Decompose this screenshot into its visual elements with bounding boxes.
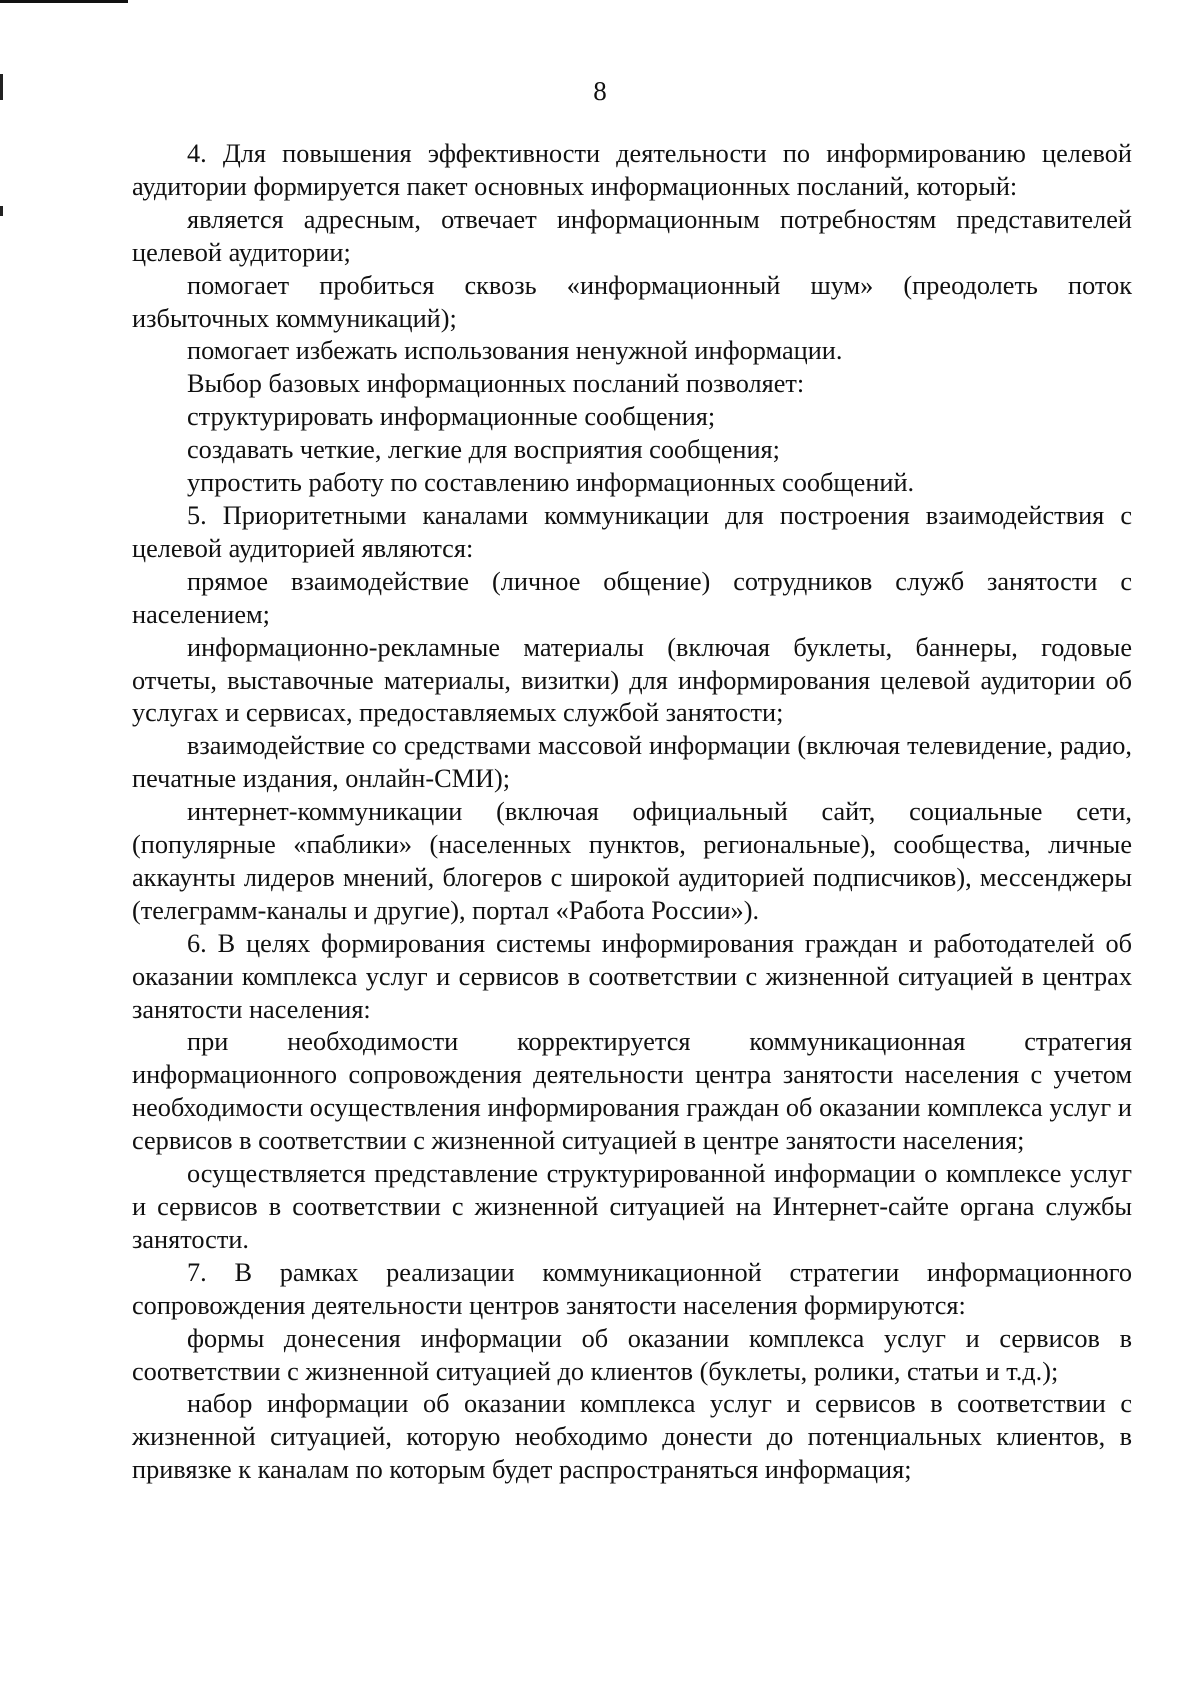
paragraph: 5. Приоритетными каналами коммуникации для построения взаимодействия с целевой аудиторией являются:: [132, 500, 1132, 563]
paragraph: создавать четкие, легкие для восприятия сообщения;: [187, 435, 780, 465]
paragraph: информационно-рекламные материалы (включая буклеты, баннеры, годовые отчеты, выставочные материалы, визитки) для информирования целевой аудитории об услугах и сервисах, предоставляемых службой занятости;: [132, 632, 1132, 728]
scan-edge-mark: [0, 0, 128, 3]
paragraph: является адресным, отвечает информационным потребностям представителей целевой аудитории;: [132, 204, 1132, 267]
document-body: [132, 138, 1132, 1487]
paragraph: прямое взаимодействие (личное общение) сотрудников служб занятости с населением;: [132, 566, 1132, 629]
paragraph: 6. В целях формирования системы информирования граждан и работодателей об оказании комплекса услуг и сервисов в соответствии с жизненной ситуацией в центрах занятости населения:: [132, 928, 1132, 1024]
paragraph: 4. Для повышения эффективности деятельности по информированию целевой аудитории формируется пакет основных информационных посланий, который:: [132, 139, 1132, 201]
paragraph: упростить работу по составлению информационных сообщений.: [187, 468, 915, 498]
paragraph: осуществляется представление структурированной информации о комплексе услуг и сервисов в соответствии с жизненной ситуацией на Интернет-сайте органа службы занятости.: [132, 1159, 1132, 1254]
paragraph: помогает пробиться сквозь «информационный шум» (преодолеть поток избыточных коммуникаций);: [132, 270, 1132, 333]
paragraph: взаимодействие со средствами массовой информации (включая телевидение, радио, печатные издания, онлайн-СМИ);: [132, 731, 1132, 794]
paragraph: набор информации об оказании комплекса услуг и сервисов в соответствии с жизненной ситуацией, которую необходимо донести до потенциальных клиентов, в привязке к каналам по которым будет распространяться информация;: [132, 1389, 1132, 1485]
page-number: 8: [593, 76, 607, 106]
paragraph: структурировать информационные сообщения;: [187, 402, 716, 432]
paragraph: помогает избежать использования ненужной информации.: [187, 336, 843, 366]
paragraph: при необходимости корректируется коммуникационная стратегия информационного сопровождения деятельности центра занятости населения с учетом необходимости осуществления информирования граждан об оказании комплекса услуг и сервисов в соответствии с жизненной ситуацией в центре занятости населения;: [132, 1027, 1132, 1156]
paragraph: 7. В рамках реализации коммуникационной стратегии информационного сопровождения деятельности центров занятости населения формируются:: [132, 1257, 1132, 1320]
paragraph: интернет-коммуникации (включая официальный сайт, социальные сети, (популярные «паблики» (населенных пунктов, региональные), сообщества, личные аккаунты лидеров мнений, блогеров с широкой аудиторией подписчиков), мессенджеры (телеграмм-каналы и другие), портал «Работа России»).: [132, 797, 1132, 925]
paragraph: формы донесения информации об оказании комплекса услуг и сервисов в соответствии с жизненной ситуацией до клиентов (буклеты, ролики, статьи и т.д.);: [132, 1323, 1132, 1386]
scan-edge-tick: [0, 206, 3, 216]
paragraph: Выбор базовых информационных посланий позволяет:: [187, 369, 805, 399]
